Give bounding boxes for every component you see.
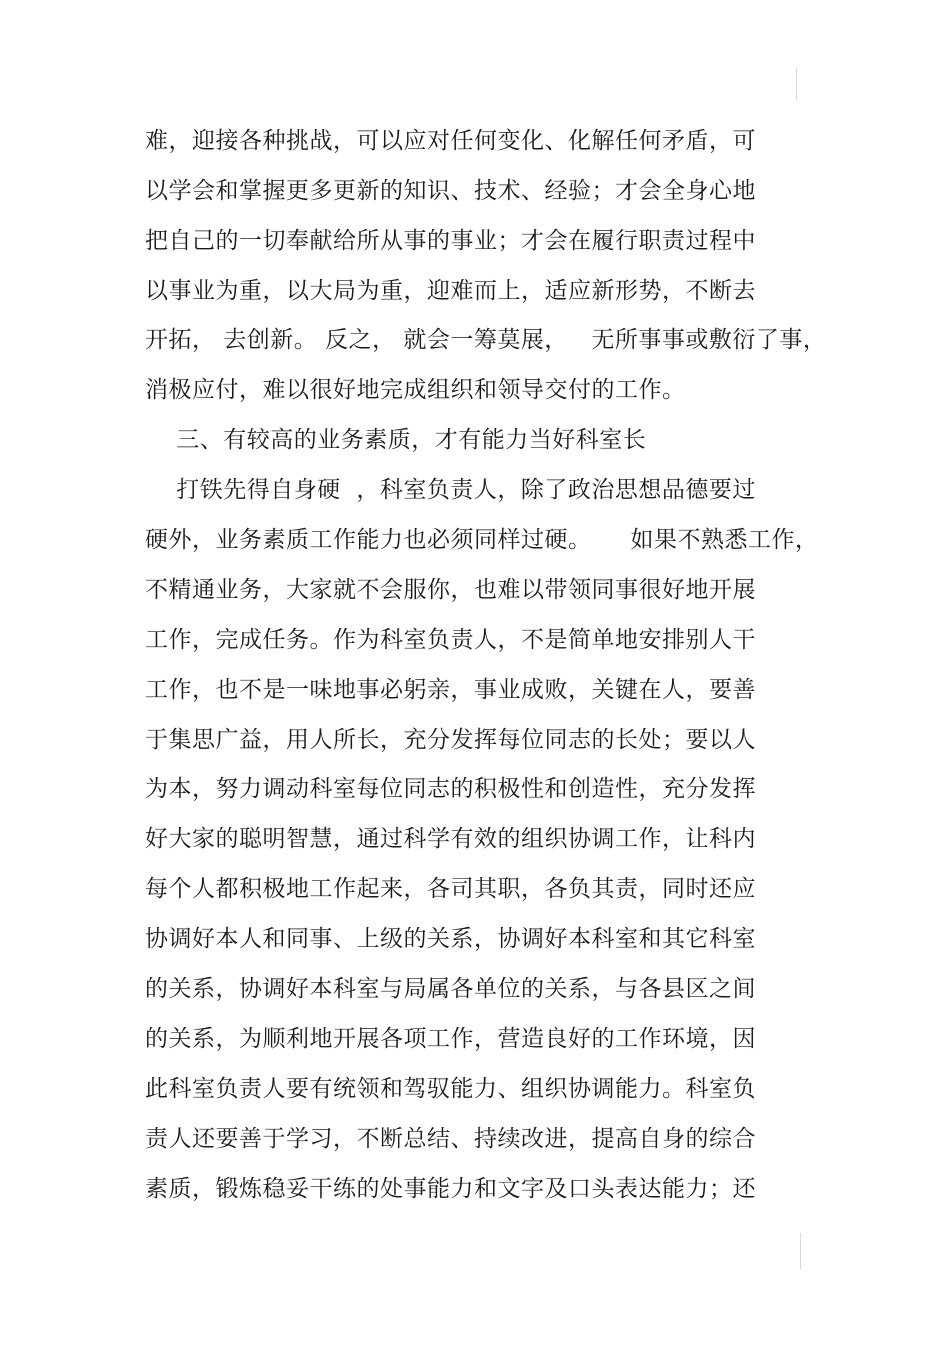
text-line: 的关系，为顺利地开展各项工作，营造良好的工作环境，因 — [145, 1026, 756, 1052]
bottom-right-margin-mark — [800, 1233, 801, 1269]
text-line: 工作，也不是一味地事必躬亲，事业成败，关键在人，要善 — [145, 677, 756, 703]
text-line: 责人还要善于学习，不断总结、持续改进，提高自身的综合 — [145, 1126, 756, 1152]
text-line: 的关系，协调好本科室与局属各单位的关系，与各县区之间 — [145, 976, 756, 1002]
text-line: 每个人都积极地工作起来，各司其职，各负其责，同时还应 — [145, 876, 756, 902]
text-line: 消极应付，难以很好地完成组织和领导交付的工作。 — [145, 377, 686, 403]
text-line: 开拓， 去创新。 反之， 就会一筹莫展， 无所事事或敷衍了事， — [145, 327, 827, 353]
text-line: 把自己的一切奉献给所从事的事业；才会在履行职责过程中 — [145, 228, 756, 254]
text-line: 为本，努力调动科室每位同志的积极性和创造性，充分发挥 — [145, 776, 756, 802]
text-line: 好大家的聪明智慧，通过科学有效的组织协调工作，让科内 — [145, 826, 756, 852]
text-line: 难，迎接各种挑战，可以应对任何变化、化解任何矛盾，可 — [145, 128, 756, 154]
text-line: 协调好本人和同事、上级的关系，协调好本科室和其它科室 — [145, 926, 756, 952]
text-line: 打铁先得自身硬 ，科室负责人，除了政治思想品德要过 — [145, 477, 756, 503]
text-line: 以学会和掌握更多更新的知识、技术、经验；才会全身心地 — [145, 178, 756, 204]
text-line: 素质，锻炼稳妥干练的处事能力和文字及口头表达能力；还 — [145, 1176, 756, 1202]
text-line: 工作，完成任务。作为科室负责人，不是简单地安排别人干 — [145, 627, 756, 653]
text-line: 以事业为重，以大局为重，迎难而上，适应新形势，不断去 — [145, 278, 756, 304]
text-line: 不精通业务，大家就不会服你，也难以带领同事很好地开展 — [145, 577, 756, 603]
top-right-margin-mark — [796, 68, 797, 100]
section-heading: 三、有较高的业务素质，才有能力当好科室长 — [145, 427, 647, 453]
text-line: 于集思广益，用人所长，充分发挥每位同志的长处；要以人 — [145, 727, 756, 753]
text-line: 硬外，业务素质工作能力也必须同样过硬。 如果不熟悉工作， — [145, 527, 819, 553]
text-line: 此科室负责人要有统领和驾驭能力、组织协调能力。科室负 — [145, 1076, 756, 1102]
